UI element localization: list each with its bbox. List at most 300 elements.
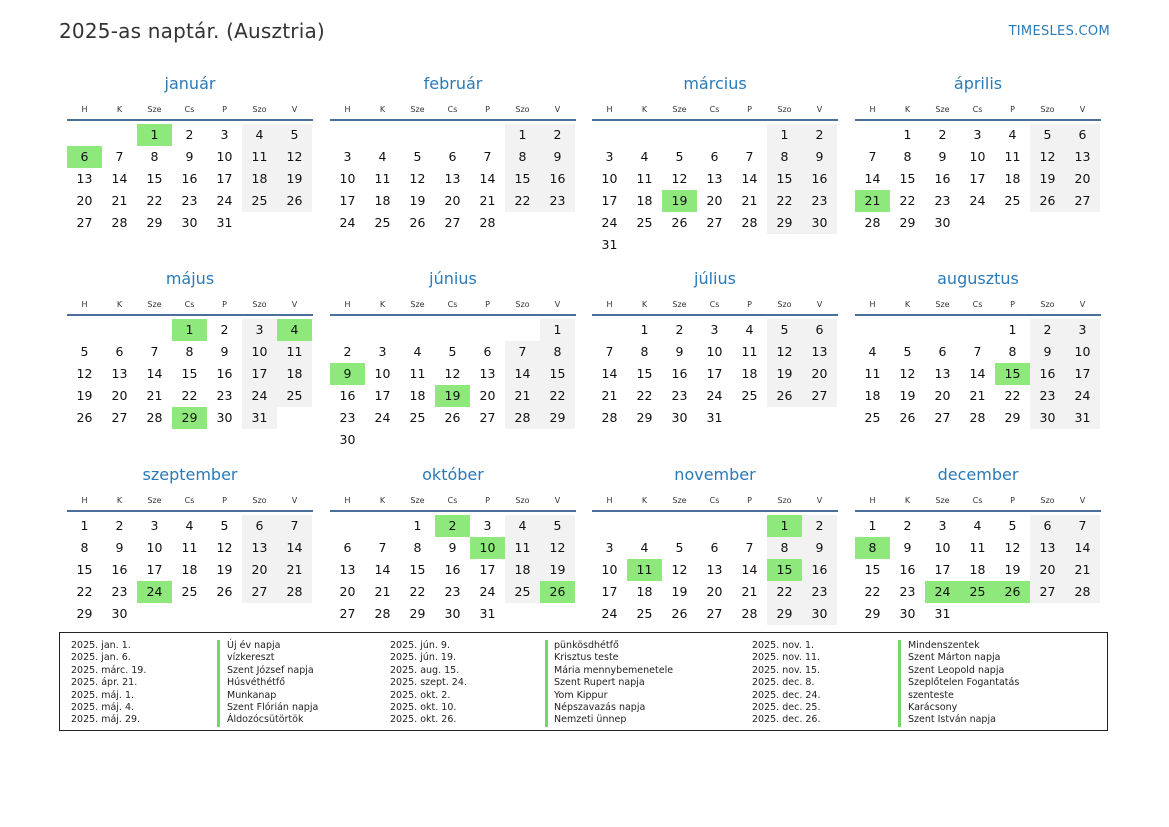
header-rule xyxy=(592,314,838,316)
day-cell: 24 xyxy=(706,388,723,403)
weekday-label: K xyxy=(641,495,648,505)
day-cell: 26 xyxy=(76,410,93,425)
day-cell: 4 xyxy=(868,344,877,359)
day-cell: 14 xyxy=(864,171,881,186)
day-cell: 17 xyxy=(146,562,163,577)
weekday-label: V xyxy=(1079,495,1086,505)
empty-cell xyxy=(592,319,627,341)
weekday-label: H xyxy=(81,299,88,309)
day-cell: 26 xyxy=(444,410,461,425)
weekday-label: V xyxy=(554,495,561,505)
holiday-day-cell: 4 xyxy=(277,319,312,341)
day-cell: 23 xyxy=(802,581,837,603)
empty-cell xyxy=(365,124,400,146)
day-cell: 18 xyxy=(277,363,312,385)
weekday-label: Sze xyxy=(147,299,162,309)
weekday-label: Cs xyxy=(184,104,195,114)
day-cell: 22 xyxy=(76,584,93,599)
day-cell: 7 xyxy=(378,540,387,555)
weekday-label: K xyxy=(904,495,911,505)
weekday-label: Cs xyxy=(184,495,195,505)
day-cell: 18 xyxy=(374,193,391,208)
day-cell: 30 xyxy=(111,606,128,621)
weekday-label: H xyxy=(869,104,876,114)
day-cell: 15 xyxy=(636,366,653,381)
day-cell: 22 xyxy=(767,190,802,212)
day-cell: 1 xyxy=(413,518,422,533)
empty-cell xyxy=(855,124,890,146)
weekday-label: V xyxy=(554,104,561,114)
day-cell: 3 xyxy=(605,540,614,555)
holiday-date: 2025. nov. 11. xyxy=(752,652,821,664)
day-cell: 14 xyxy=(969,366,986,381)
holiday-date: 2025. jún. 9. xyxy=(390,640,451,651)
weekday-label: H xyxy=(81,495,88,505)
day-cell: 24 xyxy=(969,193,986,208)
day-cell: 18 xyxy=(409,388,426,403)
weekday-header xyxy=(855,490,1101,510)
day-cell: 13 xyxy=(1065,146,1100,168)
empty-cell xyxy=(330,319,365,341)
day-cell: 13 xyxy=(706,171,723,186)
day-grid xyxy=(330,319,576,451)
day-cell: 13 xyxy=(242,537,277,559)
day-cell: 14 xyxy=(146,366,163,381)
day-cell: 9 xyxy=(185,149,194,164)
day-cell: 20 xyxy=(76,193,93,208)
month-name: február xyxy=(423,74,483,93)
month-calendar xyxy=(67,74,313,234)
legend-accent-bar xyxy=(898,640,901,727)
day-cell: 10 xyxy=(601,171,618,186)
weekday-label: Szo xyxy=(252,299,267,309)
day-cell: 1 xyxy=(1008,322,1017,337)
day-cell: 22 xyxy=(409,584,426,599)
weekday-label: Cs xyxy=(447,299,458,309)
weekday-label: Cs xyxy=(447,104,458,114)
day-cell: 20 xyxy=(339,584,356,599)
day-cell: 17 xyxy=(706,366,723,381)
day-cell: 10 xyxy=(969,149,986,164)
day-cell: 2 xyxy=(343,344,352,359)
day-cell: 9 xyxy=(802,146,837,168)
day-cell: 16 xyxy=(111,562,128,577)
day-cell: 24 xyxy=(242,385,277,407)
day-cell: 14 xyxy=(374,562,391,577)
day-cell: 7 xyxy=(1065,515,1100,537)
holiday-date: 2025. máj. 4. xyxy=(71,702,135,714)
day-cell: 28 xyxy=(111,215,128,230)
day-cell: 12 xyxy=(899,366,916,381)
header-rule xyxy=(592,119,838,121)
holiday-name: Mindenszentek xyxy=(908,640,980,651)
holiday-day-cell: 24 xyxy=(137,581,172,603)
day-cell: 18 xyxy=(505,559,540,581)
day-cell: 27 xyxy=(111,410,128,425)
weekday-label: K xyxy=(904,299,911,309)
day-cell: 25 xyxy=(864,410,881,425)
day-cell: 21 xyxy=(479,193,496,208)
day-cell: 13 xyxy=(706,562,723,577)
month-calendar xyxy=(330,74,576,234)
empty-cell xyxy=(697,515,732,537)
day-cell: 28 xyxy=(505,407,540,429)
day-cell: 29 xyxy=(767,603,802,625)
month-name: augusztus xyxy=(937,269,1019,288)
empty-cell xyxy=(592,515,627,537)
empty-cell xyxy=(330,124,365,146)
weekday-header xyxy=(330,99,576,119)
day-grid xyxy=(330,515,576,625)
day-cell: 26 xyxy=(671,606,688,621)
month-name: szeptember xyxy=(142,465,238,484)
day-cell: 12 xyxy=(1030,146,1065,168)
month-name: november xyxy=(674,465,756,484)
holiday-name: Nemzeti ünnep xyxy=(554,714,627,726)
month-calendar xyxy=(592,465,838,625)
day-cell: 1 xyxy=(505,124,540,146)
weekday-header xyxy=(592,294,838,314)
header-rule xyxy=(592,510,838,512)
day-grid xyxy=(330,124,576,234)
day-cell: 17 xyxy=(216,171,233,186)
day-cell: 23 xyxy=(111,584,128,599)
month-calendar xyxy=(67,269,313,429)
day-cell: 4 xyxy=(640,540,649,555)
holiday-day-cell: 8 xyxy=(855,537,890,559)
holiday-date: 2025. máj. 1. xyxy=(71,689,135,701)
day-cell: 22 xyxy=(505,190,540,212)
empty-cell xyxy=(365,515,400,537)
day-cell: 12 xyxy=(671,171,688,186)
day-cell: 23 xyxy=(540,190,575,212)
day-cell: 15 xyxy=(767,168,802,190)
day-cell: 28 xyxy=(741,215,758,230)
day-cell: 29 xyxy=(767,212,802,234)
day-cell: 21 xyxy=(1065,559,1100,581)
day-cell: 9 xyxy=(540,146,575,168)
weekday-label: Szo xyxy=(1040,495,1055,505)
day-cell: 21 xyxy=(741,193,758,208)
day-cell: 30 xyxy=(934,215,951,230)
day-cell: 15 xyxy=(181,366,198,381)
day-cell: 23 xyxy=(934,193,951,208)
empty-cell xyxy=(102,319,137,341)
weekday-label: Szo xyxy=(252,495,267,505)
holiday-date: 2025. dec. 24. xyxy=(752,689,821,701)
weekday-label: Cs xyxy=(447,495,458,505)
empty-cell xyxy=(732,124,767,146)
day-grid xyxy=(592,124,838,256)
empty-cell xyxy=(697,124,732,146)
holiday-day-cell: 26 xyxy=(995,581,1030,603)
holiday-name: Szent Flórián napja xyxy=(227,702,319,714)
holiday-name: Mária mennybemenetele xyxy=(554,664,674,676)
day-cell: 28 xyxy=(374,606,391,621)
day-cell: 27 xyxy=(76,215,93,230)
empty-cell xyxy=(627,515,662,537)
holiday-date: 2025. okt. 2. xyxy=(390,689,451,701)
day-cell: 16 xyxy=(216,366,233,381)
day-cell: 6 xyxy=(448,149,457,164)
day-cell: 13 xyxy=(444,171,461,186)
weekday-label: K xyxy=(116,299,123,309)
day-cell: 7 xyxy=(277,515,312,537)
day-cell: 8 xyxy=(413,540,422,555)
holiday-date: 2025. aug. 15. xyxy=(390,664,460,676)
day-cell: 22 xyxy=(767,581,802,603)
weekday-label: P xyxy=(485,495,490,505)
day-cell: 22 xyxy=(146,193,163,208)
legend-names-column xyxy=(908,640,1019,727)
empty-cell xyxy=(435,124,470,146)
weekday-label: K xyxy=(641,104,648,114)
day-cell: 19 xyxy=(899,388,916,403)
day-cell: 28 xyxy=(969,410,986,425)
day-cell: 29 xyxy=(899,215,916,230)
weekday-label: P xyxy=(485,104,490,114)
day-cell: 22 xyxy=(899,193,916,208)
weekday-label: Sze xyxy=(935,495,950,505)
day-cell: 21 xyxy=(374,584,391,599)
day-cell: 4 xyxy=(640,149,649,164)
weekday-label: H xyxy=(344,104,351,114)
day-cell: 7 xyxy=(115,149,124,164)
header-rule xyxy=(330,510,576,512)
day-cell: 16 xyxy=(934,171,951,186)
day-cell: 23 xyxy=(444,584,461,599)
weekday-label: Szo xyxy=(252,104,267,114)
holiday-name: Népszavazás napja xyxy=(554,702,646,714)
day-cell: 7 xyxy=(605,344,614,359)
day-cell: 14 xyxy=(1065,537,1100,559)
day-cell: 1 xyxy=(540,319,575,341)
weekday-label: K xyxy=(116,104,123,114)
day-cell: 31 xyxy=(1065,407,1100,429)
weekday-label: Cs xyxy=(709,104,720,114)
day-cell: 10 xyxy=(216,149,233,164)
day-cell: 28 xyxy=(479,215,496,230)
day-cell: 2 xyxy=(115,518,124,533)
day-cell: 8 xyxy=(185,344,194,359)
holiday-day-cell: 25 xyxy=(960,581,995,603)
day-cell: 3 xyxy=(150,518,159,533)
empty-cell xyxy=(470,124,505,146)
day-cell: 1 xyxy=(767,124,802,146)
holiday-day-cell: 19 xyxy=(435,385,470,407)
day-cell: 7 xyxy=(868,149,877,164)
brand-link[interactable]: TIMESLES.COM xyxy=(1008,24,1110,39)
day-cell: 25 xyxy=(1004,193,1021,208)
weekday-label: P xyxy=(222,104,227,114)
day-cell: 25 xyxy=(409,410,426,425)
weekday-header xyxy=(330,490,576,510)
weekday-label: P xyxy=(1010,299,1015,309)
weekday-label: K xyxy=(116,495,123,505)
empty-cell xyxy=(400,124,435,146)
holiday-name: Új év napja xyxy=(227,640,281,651)
day-cell: 2 xyxy=(185,127,194,142)
day-cell: 17 xyxy=(479,562,496,577)
day-cell: 19 xyxy=(277,168,312,190)
weekday-label: Szo xyxy=(777,495,792,505)
day-cell: 8 xyxy=(1008,344,1017,359)
holiday-name: Yom Kippur xyxy=(554,689,608,701)
header-rule xyxy=(855,510,1101,512)
weekday-label: H xyxy=(344,495,351,505)
day-cell: 27 xyxy=(479,410,496,425)
day-cell: 12 xyxy=(767,341,802,363)
holiday-day-cell: 11 xyxy=(627,559,662,581)
day-cell: 26 xyxy=(899,410,916,425)
day-cell: 5 xyxy=(277,124,312,146)
holiday-date: 2025. okt. 10. xyxy=(390,702,457,714)
empty-cell xyxy=(67,319,102,341)
day-cell: 26 xyxy=(409,215,426,230)
day-cell: 10 xyxy=(339,171,356,186)
holiday-day-cell: 26 xyxy=(540,581,575,603)
day-cell: 29 xyxy=(76,606,93,621)
weekday-label: Sze xyxy=(147,104,162,114)
holiday-day-cell: 15 xyxy=(767,559,802,581)
holiday-date: 2025. jún. 19. xyxy=(390,652,457,664)
day-cell: 3 xyxy=(1065,319,1100,341)
day-cell: 15 xyxy=(899,171,916,186)
empty-cell xyxy=(435,319,470,341)
day-cell: 24 xyxy=(339,215,356,230)
holiday-day-cell: 21 xyxy=(855,190,890,212)
day-cell: 12 xyxy=(1004,540,1021,555)
holiday-name: Karácsony xyxy=(908,702,958,714)
day-cell: 21 xyxy=(277,559,312,581)
day-cell: 1 xyxy=(640,322,649,337)
weekday-header xyxy=(855,99,1101,119)
day-cell: 9 xyxy=(675,344,684,359)
day-grid xyxy=(855,515,1101,625)
empty-cell xyxy=(855,319,890,341)
day-cell: 28 xyxy=(864,215,881,230)
day-cell: 15 xyxy=(76,562,93,577)
weekday-header xyxy=(592,99,838,119)
weekday-label: Sze xyxy=(672,299,687,309)
day-cell: 30 xyxy=(899,606,916,621)
day-cell: 3 xyxy=(220,127,229,142)
day-cell: 17 xyxy=(601,584,618,599)
day-cell: 12 xyxy=(444,366,461,381)
holiday-day-cell: 29 xyxy=(172,407,207,429)
day-cell: 11 xyxy=(242,146,277,168)
day-cell: 19 xyxy=(671,584,688,599)
day-cell: 25 xyxy=(277,385,312,407)
day-cell: 9 xyxy=(1030,341,1065,363)
day-cell: 18 xyxy=(242,168,277,190)
month-calendar xyxy=(330,465,576,625)
day-cell: 30 xyxy=(181,215,198,230)
day-cell: 13 xyxy=(1030,537,1065,559)
empty-cell xyxy=(400,319,435,341)
day-cell: 23 xyxy=(899,584,916,599)
day-grid xyxy=(67,515,313,625)
empty-cell xyxy=(662,515,697,537)
day-cell: 18 xyxy=(969,562,986,577)
month-name: október xyxy=(422,465,484,484)
day-cell: 11 xyxy=(181,540,198,555)
weekday-label: Cs xyxy=(184,299,195,309)
day-cell: 4 xyxy=(242,124,277,146)
holiday-date: 2025. jan. 6. xyxy=(71,652,131,664)
holiday-name: Szent István napja xyxy=(908,714,996,726)
empty-cell xyxy=(662,124,697,146)
day-cell: 16 xyxy=(802,559,837,581)
weekday-label: Cs xyxy=(709,299,720,309)
weekday-label: Szo xyxy=(515,495,530,505)
day-cell: 6 xyxy=(710,540,719,555)
weekday-label: P xyxy=(222,495,227,505)
weekday-label: V xyxy=(816,299,823,309)
day-cell: 14 xyxy=(277,537,312,559)
weekday-label: H xyxy=(606,495,613,505)
day-cell: 5 xyxy=(80,344,89,359)
day-cell: 8 xyxy=(640,344,649,359)
day-cell: 28 xyxy=(146,410,163,425)
holiday-name: Húsvéthétfő xyxy=(227,677,286,689)
day-cell: 8 xyxy=(767,146,802,168)
weekday-label: P xyxy=(747,495,752,505)
holiday-date: 2025. nov. 15. xyxy=(752,664,821,676)
day-cell: 3 xyxy=(242,319,277,341)
day-cell: 17 xyxy=(969,171,986,186)
day-cell: 4 xyxy=(378,149,387,164)
weekday-label: H xyxy=(606,104,613,114)
weekday-label: K xyxy=(379,299,386,309)
day-cell: 19 xyxy=(540,559,575,581)
weekday-header xyxy=(67,99,313,119)
day-cell: 3 xyxy=(378,344,387,359)
empty-cell xyxy=(330,515,365,537)
holiday-date: 2025. márc. 19. xyxy=(71,664,147,676)
day-cell: 4 xyxy=(1008,127,1017,142)
weekday-label: V xyxy=(291,104,298,114)
day-cell: 14 xyxy=(741,562,758,577)
day-cell: 16 xyxy=(671,366,688,381)
day-cell: 17 xyxy=(1065,363,1100,385)
holiday-legend xyxy=(59,632,1108,731)
day-cell: 3 xyxy=(973,127,982,142)
day-cell: 10 xyxy=(706,344,723,359)
weekday-label: Sze xyxy=(147,495,162,505)
day-cell: 17 xyxy=(934,562,951,577)
holiday-name: Munkanap xyxy=(227,689,277,701)
day-cell: 25 xyxy=(741,388,758,403)
weekday-label: Sze xyxy=(410,495,425,505)
day-cell: 19 xyxy=(409,193,426,208)
day-cell: 21 xyxy=(601,388,618,403)
day-cell: 2 xyxy=(903,518,912,533)
day-cell: 26 xyxy=(1030,190,1065,212)
weekday-label: V xyxy=(291,495,298,505)
weekday-label: Szo xyxy=(515,104,530,114)
month-calendar xyxy=(592,74,838,256)
weekday-label: V xyxy=(1079,299,1086,309)
legend-dates-column xyxy=(390,640,467,727)
day-cell: 18 xyxy=(636,584,653,599)
weekday-label: P xyxy=(747,299,752,309)
day-cell: 27 xyxy=(1030,581,1065,603)
month-calendar xyxy=(67,465,313,625)
weekday-header xyxy=(67,490,313,510)
day-cell: 19 xyxy=(1030,168,1065,190)
weekday-header xyxy=(855,294,1101,314)
